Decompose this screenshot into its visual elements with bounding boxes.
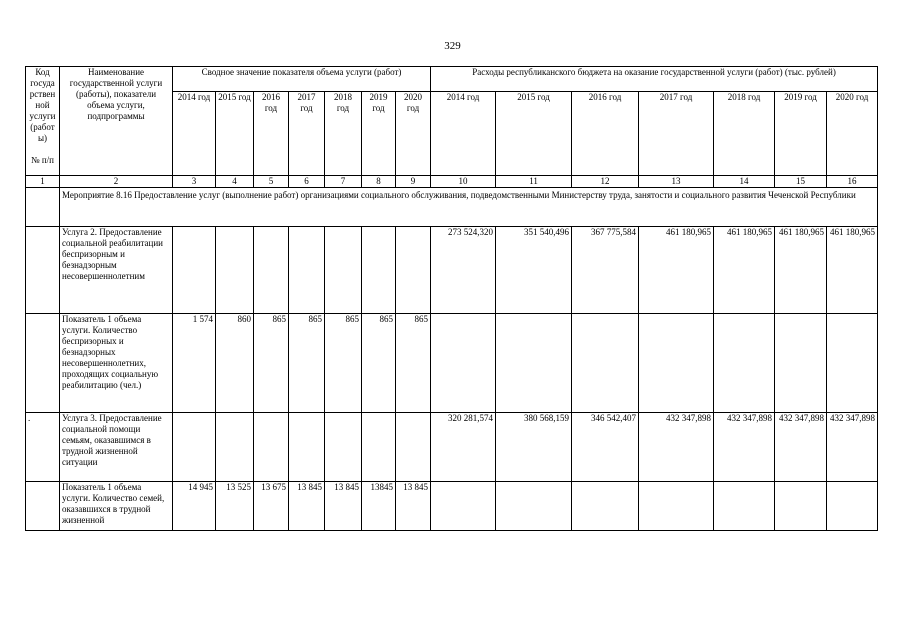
header-volume-year: 2015 год: [216, 92, 254, 176]
header-expense-group: Расходы республиканского бюджета на оказание государственной услуги (работ) (тыс. рублей): [431, 67, 878, 92]
table-row: [26, 227, 878, 314]
volume-cell: [396, 227, 431, 314]
volume-cell: [173, 227, 216, 314]
expense-cell: [639, 314, 714, 413]
expense-cell: 351 540,496: [496, 227, 572, 314]
volume-cell: 13 845: [325, 482, 362, 531]
header-volume-year: 2014 год: [173, 92, 216, 176]
column-number: 16: [827, 176, 878, 188]
row-code: [26, 314, 60, 413]
expense-cell: [775, 482, 827, 531]
column-number: 2: [60, 176, 173, 188]
expense-cell: [714, 482, 775, 531]
expense-cell: 380 568,159: [496, 413, 572, 482]
column-number: 1: [26, 176, 60, 188]
header-expense-year: 2014 год: [431, 92, 496, 176]
expense-cell: [827, 482, 878, 531]
volume-cell: 865: [254, 314, 289, 413]
column-number: 14: [714, 176, 775, 188]
expense-cell: 346 542,407: [572, 413, 639, 482]
row-name: Услуга 2. Предоставление социальной реабилитации беспризорным и безнадзорным несовершеннолетним: [60, 227, 173, 314]
expense-cell: [431, 482, 496, 531]
volume-cell: 865: [325, 314, 362, 413]
header-volume-year: 2018 год: [325, 92, 362, 176]
volume-cell: 13 675: [254, 482, 289, 531]
column-number-row: [26, 176, 878, 188]
header-row-1: [26, 67, 878, 92]
column-number: 7: [325, 176, 362, 188]
page-number: 329: [444, 40, 461, 52]
volume-cell: 1 574: [173, 314, 216, 413]
header-volume-year: 2019 год: [362, 92, 396, 176]
header-expense-year: 2019 год: [775, 92, 827, 176]
row-name: Показатель 1 объема услуги. Количество семей, оказавшихся в трудной жизненной: [60, 482, 173, 531]
volume-cell: 14 945: [173, 482, 216, 531]
expense-cell: [431, 314, 496, 413]
expense-cell: 367 775,584: [572, 227, 639, 314]
table-row: [26, 413, 878, 482]
row-code: .: [26, 413, 60, 482]
column-number: 3: [173, 176, 216, 188]
volume-cell: [362, 413, 396, 482]
event-title: Мероприятие 8.16 Предоставление услуг (выполнение работ) организациями социального обслуживания, подведомственными Министерству труда, занятости и социального развития Чеченской Республики: [60, 188, 878, 227]
volume-cell: [325, 227, 362, 314]
volume-cell: [254, 227, 289, 314]
header-expense-year: 2016 год: [572, 92, 639, 176]
expense-cell: 461 180,965: [827, 227, 878, 314]
header-code: Код государственной услуги (работы) № п/п: [26, 67, 60, 176]
volume-cell: [254, 413, 289, 482]
header-volume-year: 2016 год: [254, 92, 289, 176]
row-code: [26, 482, 60, 531]
event-row: [26, 188, 878, 227]
volume-cell: 865: [396, 314, 431, 413]
budget-table: [25, 66, 878, 531]
expense-cell: 432 347,898: [775, 413, 827, 482]
column-number: 9: [396, 176, 431, 188]
expense-cell: [496, 482, 572, 531]
volume-cell: [173, 413, 216, 482]
header-expense-year: 2018 год: [714, 92, 775, 176]
volume-cell: 865: [289, 314, 325, 413]
expense-cell: 320 281,574: [431, 413, 496, 482]
row-name: Услуга 3. Предоставление социальной помощи семьям, оказавшимся в трудной жизненной ситуации: [60, 413, 173, 482]
column-number: 12: [572, 176, 639, 188]
header-expense-year: 2017 год: [639, 92, 714, 176]
expense-cell: [639, 482, 714, 531]
expense-cell: 273 524,320: [431, 227, 496, 314]
table-row: [26, 482, 878, 531]
expense-cell: [714, 314, 775, 413]
table-row: [26, 314, 878, 413]
header-name: Наименование государственной услуги (работы), показатели объема услуги, подпрограммы: [60, 67, 173, 176]
volume-cell: 13 845: [396, 482, 431, 531]
expense-cell: 432 347,898: [827, 413, 878, 482]
expense-cell: [775, 314, 827, 413]
volume-cell: [216, 227, 254, 314]
volume-cell: 13 525: [216, 482, 254, 531]
column-number: 4: [216, 176, 254, 188]
row-name: Показатель 1 объема услуги. Количество беспризорных и безнадзорных несовершеннолетних, проходящих социальную реабилитацию (чел.): [60, 314, 173, 413]
volume-cell: [325, 413, 362, 482]
volume-cell: 860: [216, 314, 254, 413]
expense-cell: 432 347,898: [714, 413, 775, 482]
event-code-cell: [26, 188, 60, 227]
column-number: 8: [362, 176, 396, 188]
volume-cell: [396, 413, 431, 482]
volume-cell: [362, 227, 396, 314]
column-number: 6: [289, 176, 325, 188]
volume-cell: [216, 413, 254, 482]
column-number: 15: [775, 176, 827, 188]
expense-cell: [496, 314, 572, 413]
header-volume-year: 2020 год: [396, 92, 431, 176]
header-expense-year: 2020 год: [827, 92, 878, 176]
header-volume-group: Сводное значение показателя объема услуги (работ): [173, 67, 431, 92]
volume-cell: [289, 413, 325, 482]
header-volume-year: 2017 год: [289, 92, 325, 176]
expense-cell: 432 347,898: [639, 413, 714, 482]
volume-cell: 865: [362, 314, 396, 413]
volume-cell: [289, 227, 325, 314]
column-number: 11: [496, 176, 572, 188]
expense-cell: 461 180,965: [714, 227, 775, 314]
row-code: [26, 227, 60, 314]
expense-cell: [572, 314, 639, 413]
expense-cell: 461 180,965: [639, 227, 714, 314]
expense-cell: 461 180,965: [775, 227, 827, 314]
column-number: 5: [254, 176, 289, 188]
column-number: 10: [431, 176, 496, 188]
expense-cell: [572, 482, 639, 531]
volume-cell: 13 845: [289, 482, 325, 531]
expense-cell: [827, 314, 878, 413]
volume-cell: 13845: [362, 482, 396, 531]
column-number: 13: [639, 176, 714, 188]
header-expense-year: 2015 год: [496, 92, 572, 176]
